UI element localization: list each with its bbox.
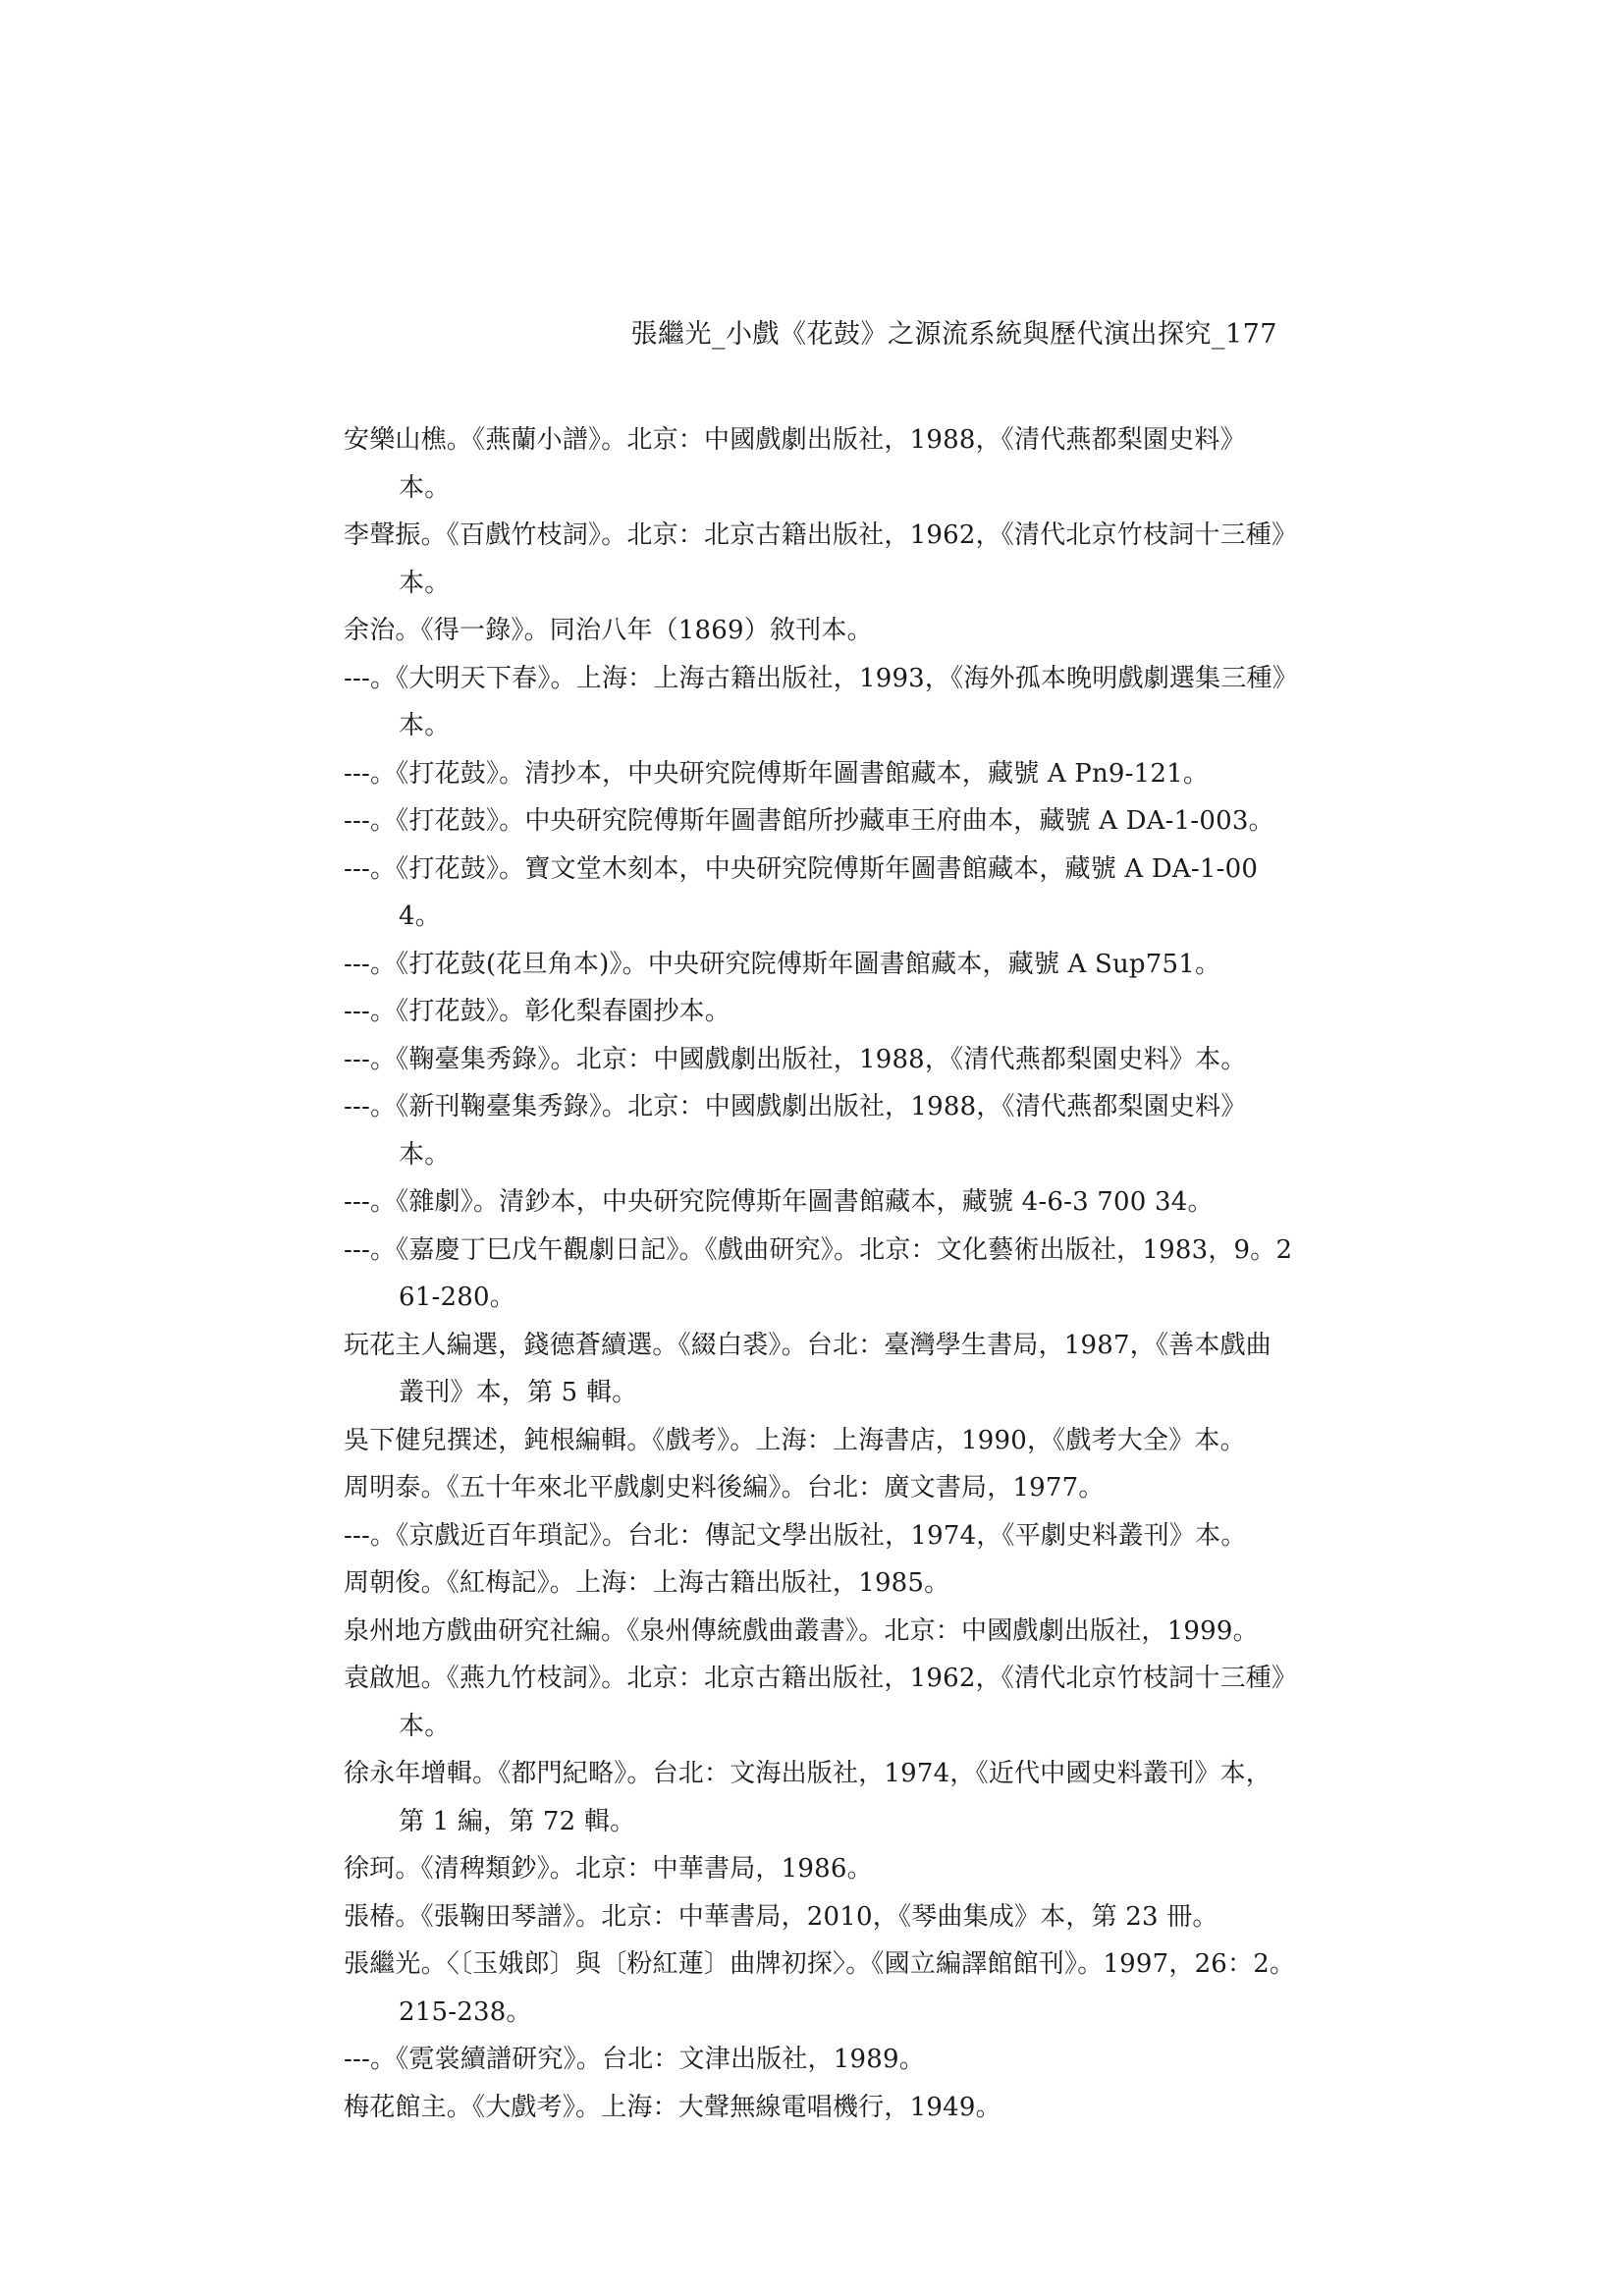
bibliography-entry: ---。《打花鼓(花旦角本)》。中央研究院傅斯年圖書館藏本，藏號 A Sup751。 <box>344 949 1221 979</box>
bibliography-entry: 吳下健兒撰述，鈍根編輯。《戲考》。上海：上海書店，1990，《戲考大全》本。 <box>344 1425 1246 1455</box>
bibliography-entry: 安樂山樵。《燕蘭小譜》。北京：中國戲劇出版社，1988，《清代燕都梨園史料》本。 <box>344 425 1246 503</box>
bibliography-entry: 徐永年增輯。《都門紀略》。台北：文海出版社，1974，《近代中國史料叢刊》本，第 1 編，第 72 輯。 <box>344 1759 1271 1836</box>
bibliography-entry: ---。《打花鼓》。寶文堂木刻本，中央研究院傅斯年圖書館藏本，藏號 A DA-1-004。 <box>344 853 1259 931</box>
bibliography-entry: 余治。《得一錄》。同治八年（1869）敘刊本。 <box>344 616 873 645</box>
bibliography-entry: 梅花館主。《大戲考》。上海：大聲無線電唱機行，1949。 <box>344 2092 1001 2122</box>
bibliography-entry: 徐珂。《清稗類鈔》。北京：中華書局，1986。 <box>344 1854 873 1884</box>
bibliography-entry: 張繼光。〈〔玉娥郎〕與〔粉紅蓮〕曲牌初探〉。《國立編譯館館刊》。1997，26：2。215-238。 <box>344 1949 1296 2027</box>
bibliography-entry: ---。《打花鼓》。清抄本，中央研究院傅斯年圖書館藏本，藏號 A Pn9-121。 <box>344 758 1210 789</box>
bibliography-entry: 泉州地方戲曲研究社編。《泉州傳統戲曲叢書》。北京：中國戲劇出版社，1999。 <box>344 1615 1259 1646</box>
bibliography-entry: ---。《京戲近百年瑣記》。台北：傳記文學出版社，1974，《平劇史料叢刊》本。 <box>344 1520 1247 1551</box>
bibliography-entry: ---。《雜劇》。清鈔本，中央研究院傅斯年圖書館藏本，藏號 4-6-3 700 34。 <box>344 1187 1214 1217</box>
bibliography-entry: ---。《打花鼓》。中央研究院傅斯年圖書館所抄藏車王府曲本，藏號 A DA-1-003。 <box>344 806 1274 836</box>
bibliography-list <box>344 416 1296 2131</box>
bibliography-entry: ---。《鞠臺集秀錄》。北京：中國戲劇出版社，1988，《清代燕都梨園史料》本。 <box>344 1044 1247 1074</box>
bibliography-entry: 周明泰。《五十年來北平戲劇史料後編》。台北：廣文書局，1977。 <box>344 1473 1105 1503</box>
bibliography-entry: ---。《打花鼓》。彰化梨春園抄本。 <box>344 997 730 1026</box>
bibliography-entry: 玩花主人編選，錢德蒼續選。《綴白裘》。台北：臺灣學生書局，1987，《善本戲曲叢刊》本，第 5 輯。 <box>344 1330 1271 1407</box>
bibliography-entry: ---。《大明天下春》。上海：上海古籍出版社，1993，《海外孤本晚明戲劇選集三種》本。 <box>344 663 1285 740</box>
bibliography-entry: ---。《霓裳續譜研究》。台北：文津出版社，1989。 <box>344 2045 925 2074</box>
bibliography-entry: 李聲振。《百戲竹枝詞》。北京：北京古籍出版社，1962，《清代北京竹枝詞十三種》本。 <box>344 520 1285 598</box>
running-header: 張繼光_小戲《花鼓》之源流系統與歷代演出探究_177 <box>630 319 1277 350</box>
bibliography-entry: 周朝俊。《紅梅記》。上海：上海古籍出版社，1985。 <box>344 1568 950 1598</box>
bibliography-entry: 張椿。《張鞠田琴譜》。北京：中華書局，2010，《琴曲集成》本，第 23 冊。 <box>344 1901 1218 1932</box>
bibliography-entry: ---。《新刊鞠臺集秀錄》。北京：中國戲劇出版社，1988，《清代燕都梨園史料》本。 <box>344 1092 1247 1170</box>
bibliography-entry: 袁啟旭。《燕九竹枝詞》。北京：北京古籍出版社，1962，《清代北京竹枝詞十三種》本。 <box>344 1664 1285 1741</box>
bibliography-entry: ---。《嘉慶丁巳戊午觀劇日記》。《戲曲研究》。北京：文化藝術出版社，1983，9。261-280。 <box>344 1234 1293 1312</box>
